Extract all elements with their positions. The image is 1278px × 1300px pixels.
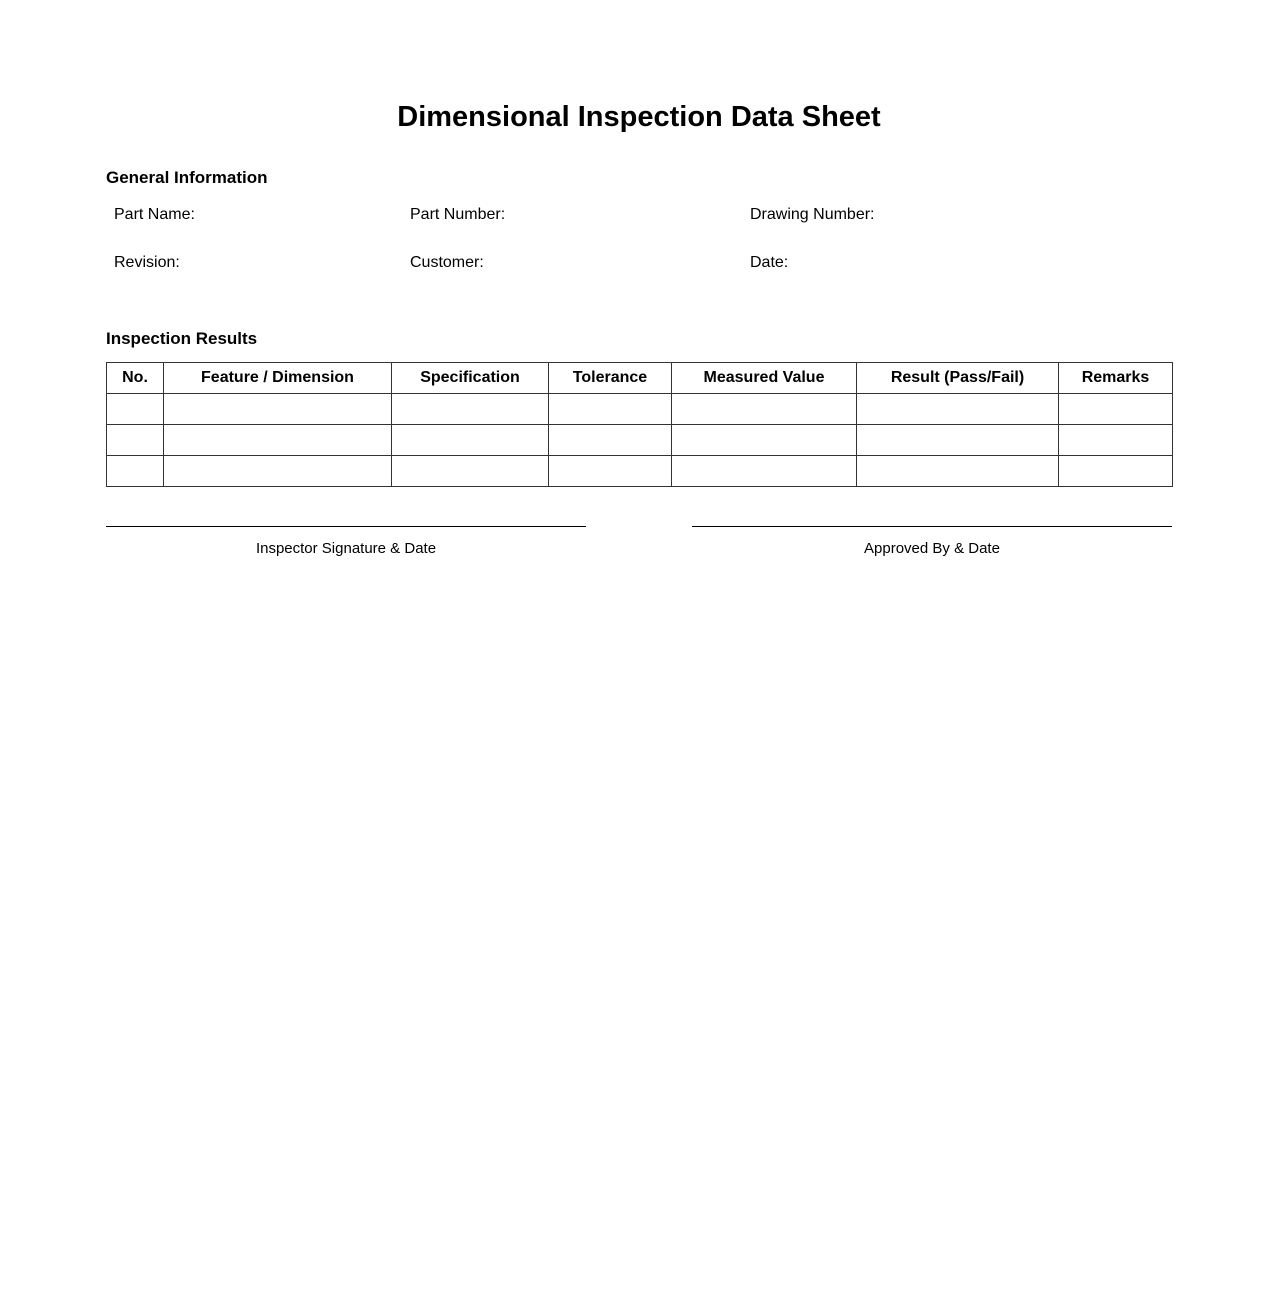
cell-specification[interactable] [392,394,549,425]
customer-label: Customer: [410,254,484,271]
cell-no[interactable] [107,456,164,487]
cell-remarks[interactable] [1059,394,1173,425]
inspection-results-table [106,362,1173,487]
cell-feature[interactable] [164,394,392,425]
table-row [107,425,1173,456]
cell-tolerance[interactable] [549,425,672,456]
table-row [107,456,1173,487]
inspection-results-heading: Inspection Results [106,329,258,348]
page-title: Dimensional Inspection Data Sheet [397,101,881,133]
cell-no[interactable] [107,394,164,425]
column-header-specification: Specification [392,363,549,394]
cell-specification[interactable] [392,456,549,487]
column-header-measured-value: Measured Value [672,363,857,394]
table-header-row [107,363,1173,394]
general-information-heading: General Information [106,168,268,187]
cell-result[interactable] [857,425,1059,456]
part-name-label: Part Name: [114,206,195,223]
column-header-tolerance: Tolerance [549,363,672,394]
cell-remarks[interactable] [1059,425,1173,456]
cell-tolerance[interactable] [549,394,672,425]
cell-result[interactable] [857,456,1059,487]
cell-specification[interactable] [392,425,549,456]
cell-feature[interactable] [164,425,392,456]
inspector-signature-label: Inspector Signature & Date [255,540,437,557]
approver-signature-label: Approved By & Date [864,540,1000,557]
table-row [107,394,1173,425]
inspector-signature-line[interactable] [106,526,586,527]
cell-measured-value[interactable] [672,394,857,425]
cell-measured-value[interactable] [672,456,857,487]
cell-remarks[interactable] [1059,456,1173,487]
cell-result[interactable] [857,394,1059,425]
column-header-no: No. [107,363,164,394]
part-number-label: Part Number: [410,206,506,223]
drawing-number-label: Drawing Number: [750,206,875,223]
date-label: Date: [750,254,789,271]
column-header-remarks: Remarks [1059,363,1173,394]
cell-feature[interactable] [164,456,392,487]
cell-tolerance[interactable] [549,456,672,487]
revision-label: Revision: [114,254,180,271]
cell-measured-value[interactable] [672,425,857,456]
approver-signature-line[interactable] [692,526,1172,527]
column-header-feature: Feature / Dimension [164,363,392,394]
cell-no[interactable] [107,425,164,456]
column-header-result: Result (Pass/Fail) [857,363,1059,394]
